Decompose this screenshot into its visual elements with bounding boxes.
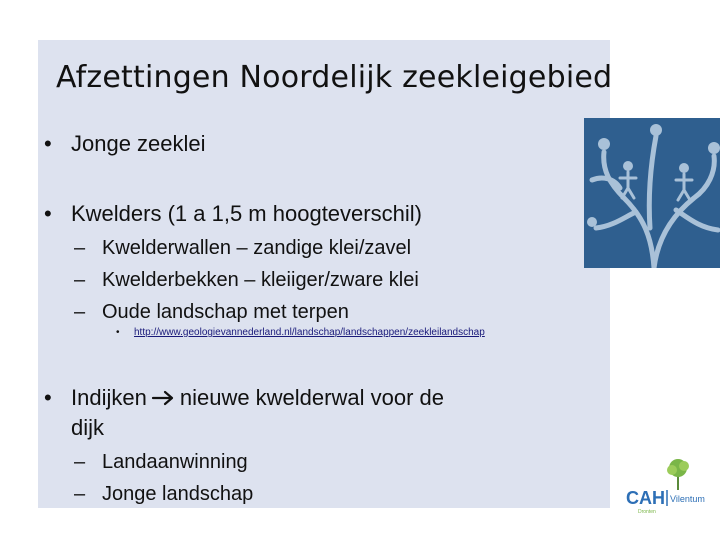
geologie-link[interactable]: http://www.geologievannederland.nl/landschap/landschappen/zeekleilandschap (134, 327, 485, 338)
cah-vilentum-logo (622, 456, 718, 516)
bullet-text-line1 (71, 384, 444, 412)
dash-marker: – (74, 237, 86, 259)
bullet-text: Kwelders (1 a 1,5 m hoogteverschil) (71, 201, 422, 226)
indijken-text-line2: dijk (71, 415, 105, 440)
dash-marker: – (74, 483, 86, 505)
dash-marker: – (74, 451, 86, 473)
bullet-indijken-line2 (71, 414, 104, 442)
dash-marker: – (74, 301, 86, 323)
slide-title: Afzettingen Noordelijk zeekleigebied (56, 60, 613, 95)
indijken-text: Indijken (71, 385, 147, 410)
subitem-text: Kwelderwallen – zandige klei/zavel (102, 237, 412, 259)
logo-location: Dronten (638, 509, 656, 515)
bullet-marker: • (44, 131, 52, 156)
bullet-text: Jonge zeeklei (71, 131, 206, 156)
dash-marker: – (74, 269, 86, 291)
subitem-text: Oude landschap met terpen (102, 301, 349, 323)
bullet-marker: • (44, 201, 52, 226)
tree-people-graphic (584, 118, 720, 268)
logo-brand: CAH (626, 488, 665, 508)
logo-name: Vilentum (670, 494, 705, 504)
bullet-marker: • (44, 385, 52, 410)
bullet-marker: • (116, 327, 120, 338)
indijken-text-after-arrow: nieuwe kwelderwal voor de (179, 385, 444, 410)
arrow-right-icon (151, 389, 177, 407)
subitem-text: Jonge landschap (102, 483, 254, 505)
subitem-text: Landaanwinning (102, 451, 248, 473)
subitem-text: Kwelderbekken – kleiiger/zware klei (102, 269, 419, 291)
